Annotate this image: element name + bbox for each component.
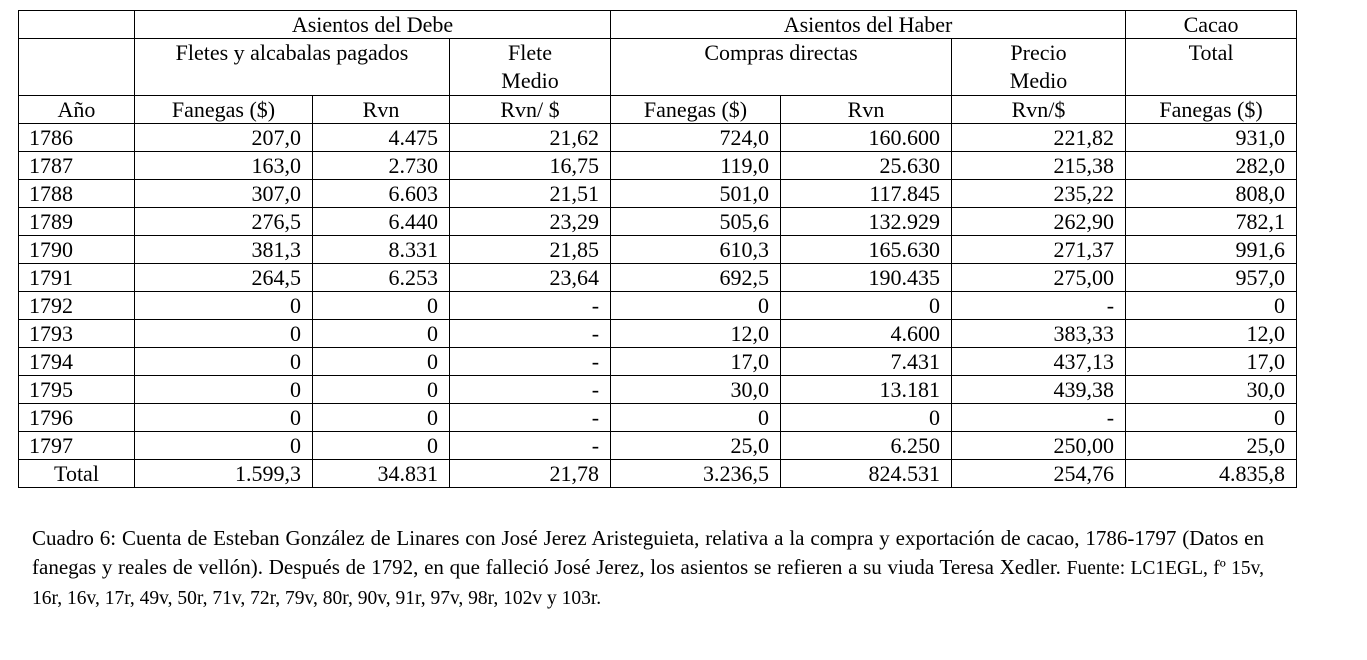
value-cell: 2.730 (313, 152, 450, 180)
value-cell: 1.599,3 (135, 460, 313, 488)
value-cell: 0 (135, 432, 313, 460)
value-cell: 25,0 (611, 432, 781, 460)
value-cell: 163,0 (135, 152, 313, 180)
value-cell: 6.253 (313, 264, 450, 292)
table-row (19, 124, 1297, 152)
value-cell: 282,0 (1126, 152, 1297, 180)
year-cell: 1793 (19, 320, 135, 348)
value-cell: 8.331 (313, 236, 450, 264)
value-cell: - (450, 320, 611, 348)
value-cell: 21,85 (450, 236, 611, 264)
value-cell: 235,22 (952, 180, 1126, 208)
value-cell: 119,0 (611, 152, 781, 180)
header-precio-line2: Medio (1009, 68, 1068, 93)
value-cell: 0 (313, 348, 450, 376)
col-header-flete-rvn-per: Rvn/ $ (450, 96, 611, 124)
year-cell: 1797 (19, 432, 135, 460)
value-cell: 25.630 (781, 152, 952, 180)
value-cell: 21,78 (450, 460, 611, 488)
table-body (19, 124, 1297, 488)
value-cell: 610,3 (611, 236, 781, 264)
value-cell: 276,5 (135, 208, 313, 236)
value-cell: 21,51 (450, 180, 611, 208)
header-flete-line1: Flete (508, 40, 552, 65)
table-row (19, 152, 1297, 180)
value-cell: 215,38 (952, 152, 1126, 180)
col-header-precio-rvn-per: Rvn/$ (952, 96, 1126, 124)
value-cell: 23,29 (450, 208, 611, 236)
value-cell: 165.630 (781, 236, 952, 264)
table-row (19, 376, 1297, 404)
header-flete-medio (450, 39, 611, 96)
year-cell: 1795 (19, 376, 135, 404)
value-cell: 6.440 (313, 208, 450, 236)
value-cell: 262,90 (952, 208, 1126, 236)
header-blank-2 (19, 39, 135, 96)
value-cell: 808,0 (1126, 180, 1297, 208)
year-cell: 1789 (19, 208, 135, 236)
value-cell: 132.929 (781, 208, 952, 236)
value-cell: 824.531 (781, 460, 952, 488)
value-cell: 17,0 (611, 348, 781, 376)
value-cell: 21,62 (450, 124, 611, 152)
value-cell: 383,33 (952, 320, 1126, 348)
value-cell: 254,76 (952, 460, 1126, 488)
col-header-year: Año (19, 96, 135, 124)
year-cell: 1794 (19, 348, 135, 376)
value-cell: 30,0 (1126, 376, 1297, 404)
value-cell: 250,00 (952, 432, 1126, 460)
value-cell: 991,6 (1126, 236, 1297, 264)
value-cell: 0 (611, 404, 781, 432)
header-cacao-total: Total (1126, 39, 1297, 96)
col-header-compras-fanegas: Fanegas ($) (611, 96, 781, 124)
header-row-subgroups (19, 39, 1297, 96)
value-cell: 724,0 (611, 124, 781, 152)
year-cell: 1786 (19, 124, 135, 152)
total-label-cell: Total (19, 460, 135, 488)
value-cell: 0 (135, 376, 313, 404)
value-cell: 0 (1126, 404, 1297, 432)
value-cell: 0 (313, 404, 450, 432)
value-cell: - (450, 404, 611, 432)
value-cell: 931,0 (1126, 124, 1297, 152)
value-cell: 30,0 (611, 376, 781, 404)
value-cell: 307,0 (135, 180, 313, 208)
header-fletes: Fletes y alcabalas pagados (135, 39, 450, 96)
value-cell: 505,6 (611, 208, 781, 236)
value-cell: 381,3 (135, 236, 313, 264)
value-cell: 34.831 (313, 460, 450, 488)
header-compras: Compras directas (611, 39, 952, 96)
value-cell: 0 (611, 292, 781, 320)
value-cell: - (952, 292, 1126, 320)
value-cell: 0 (135, 348, 313, 376)
year-cell: 1791 (19, 264, 135, 292)
value-cell: 0 (313, 432, 450, 460)
header-flete-line2: Medio (501, 68, 559, 93)
header-precio-medio (952, 39, 1126, 96)
value-cell: 7.431 (781, 348, 952, 376)
table-row (19, 236, 1297, 264)
value-cell: - (952, 404, 1126, 432)
value-cell: 13.181 (781, 376, 952, 404)
value-cell: 0 (135, 292, 313, 320)
table-row (19, 180, 1297, 208)
value-cell: - (450, 432, 611, 460)
value-cell: 25,0 (1126, 432, 1297, 460)
value-cell: 4.835,8 (1126, 460, 1297, 488)
value-cell: 6.250 (781, 432, 952, 460)
header-precio-line1: Precio (1010, 40, 1067, 65)
value-cell: 17,0 (1126, 348, 1297, 376)
value-cell: 0 (781, 292, 952, 320)
table-row (19, 264, 1297, 292)
value-cell: 0 (135, 320, 313, 348)
value-cell: 4.475 (313, 124, 450, 152)
value-cell: 782,1 (1126, 208, 1297, 236)
value-cell: 6.603 (313, 180, 450, 208)
table-row (19, 320, 1297, 348)
value-cell: 439,38 (952, 376, 1126, 404)
value-cell: 221,82 (952, 124, 1126, 152)
header-row-groups (19, 11, 1297, 39)
value-cell: 160.600 (781, 124, 952, 152)
year-cell: 1790 (19, 236, 135, 264)
value-cell: 0 (313, 320, 450, 348)
table-row (19, 404, 1297, 432)
value-cell: 117.845 (781, 180, 952, 208)
value-cell: 437,13 (952, 348, 1126, 376)
header-row-units (19, 96, 1297, 124)
value-cell: 16,75 (450, 152, 611, 180)
year-cell: 1792 (19, 292, 135, 320)
value-cell: 0 (781, 404, 952, 432)
header-blank (19, 11, 135, 39)
value-cell: 3.236,5 (611, 460, 781, 488)
table-row (19, 348, 1297, 376)
header-haber: Asientos del Haber (611, 11, 1126, 39)
value-cell: 0 (135, 404, 313, 432)
header-cacao: Cacao (1126, 11, 1297, 39)
value-cell: 0 (1126, 292, 1297, 320)
value-cell: - (450, 292, 611, 320)
cacao-accounts-table (18, 10, 1297, 488)
header-debe: Asientos del Debe (135, 11, 611, 39)
year-cell: 1788 (19, 180, 135, 208)
table-row (19, 432, 1297, 460)
value-cell: 207,0 (135, 124, 313, 152)
value-cell: 957,0 (1126, 264, 1297, 292)
value-cell: 692,5 (611, 264, 781, 292)
cacao-accounts-table-wrapper (18, 10, 1296, 488)
value-cell: 501,0 (611, 180, 781, 208)
value-cell: 190.435 (781, 264, 952, 292)
value-cell: 271,37 (952, 236, 1126, 264)
col-header-compras-rvn: Rvn (781, 96, 952, 124)
year-cell: 1787 (19, 152, 135, 180)
total-row (19, 460, 1297, 488)
value-cell: 0 (313, 292, 450, 320)
value-cell: 264,5 (135, 264, 313, 292)
value-cell: 12,0 (1126, 320, 1297, 348)
caption-text: Cuadro 6: Cuenta de Esteban González de Linares con José Jerez Aristeguieta, relativa a la compra y exportación de cacao, 1786-1797 (Datos en fanegas y reales de vellón). Después de 1792, en que falleció José Jerez, los asientos se refieren a su viuda Teresa Xedler. (32, 526, 1264, 579)
col-header-cacao-fanegas: Fanegas ($) (1126, 96, 1297, 124)
value-cell: 275,00 (952, 264, 1126, 292)
col-header-fletes-fanegas: Fanegas ($) (135, 96, 313, 124)
table-row (19, 292, 1297, 320)
value-cell: 23,64 (450, 264, 611, 292)
value-cell: - (450, 376, 611, 404)
value-cell: 4.600 (781, 320, 952, 348)
table-row (19, 208, 1297, 236)
table-caption (32, 524, 1264, 613)
value-cell: 12,0 (611, 320, 781, 348)
caption-source: Fuente: LC1EGL, fº 15v, 16r, 16v, 17r, 49v, 50r, 71v, 72r, 79v, 80r, 90v, 91r, 97v, 98r, 102v y 103r. (32, 558, 1264, 609)
col-header-fletes-rvn: Rvn (313, 96, 450, 124)
year-cell: 1796 (19, 404, 135, 432)
value-cell: 0 (313, 376, 450, 404)
value-cell: - (450, 348, 611, 376)
